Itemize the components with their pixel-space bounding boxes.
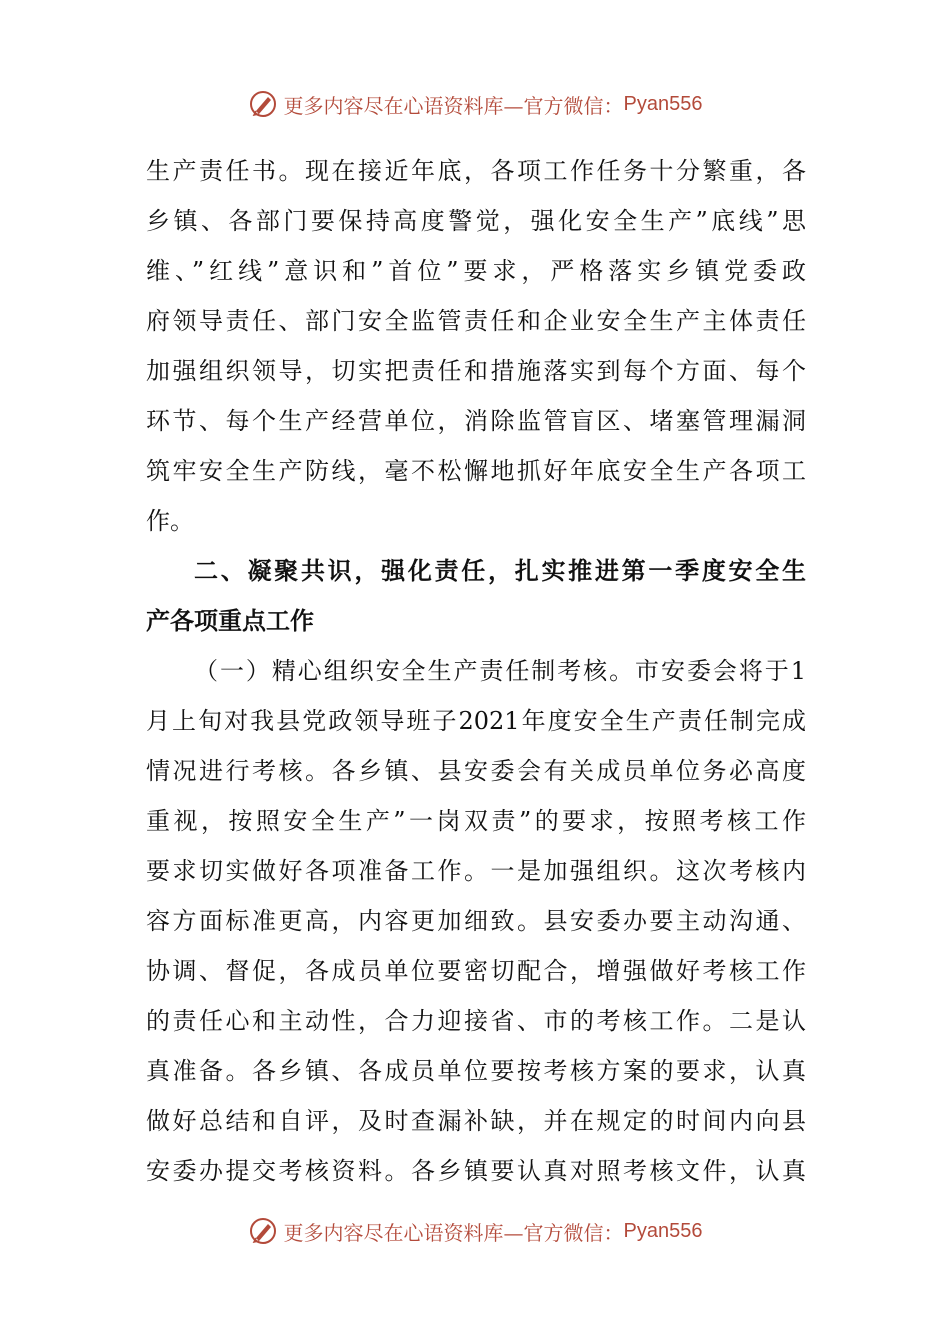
text-line: 重视，按照安全生产”一岗双责”的要求，按照考核工作 [146,807,806,835]
text-line: 要求切实做好各项准备工作。一是加强组织。这次考核内 [146,857,806,885]
text-line: 情况进行考核。各乡镇、县安委会有关成员单位务必高度 [146,757,806,785]
heading-line: 二、凝聚共识，强化责任，扎实推进第一季度安全生 [194,557,806,585]
text-line: 月上旬对我县党政领导班子2021年度安全生产责任制完成 [146,707,806,735]
text-line: 筑牢安全生产防线，毫不松懈地抓好年底安全生产各项工 [146,457,806,485]
text-line: 协调、督促，各成员单位要密切配合，增强做好考核工作 [146,957,806,985]
paragraph-2 [146,646,806,1196]
text-line: 生产责任书。现在接近年底，各项工作任务十分繁重，各 [146,157,806,185]
paragraph-1 [146,146,806,546]
watermark-id: Pyan556 [623,92,703,115]
text-line: （一）精心组织安全生产责任制考核。市安委会将于1 [194,657,806,685]
heading-line: 产各项重点工作 [146,607,314,635]
pen-logo-icon [248,89,278,119]
text-line: 容方面标准更高，内容更加细致。县安委办要主动沟通、 [146,907,806,935]
pen-logo-icon [248,1216,278,1246]
text-line: 安委办提交考核资料。各乡镇要认真对照考核文件，认真 [146,1157,806,1185]
text-line: 的责任心和主动性，合力迎接省、市的考核工作。二是认 [146,1007,806,1035]
text-line: 环节、每个生产经营单位，消除监管盲区、堵塞管理漏洞 [146,407,806,435]
text-line: 作。 [146,507,194,535]
watermark-text: 更多内容尽在心语资料库—官方微信： [283,93,624,118]
text-line: 维、”红线”意识和”首位”要求，严格落实乡镇党委政 [146,257,806,285]
text-line: 府领导责任、部门安全监管责任和企业安全生产主体责任 [146,307,806,335]
watermark-id: Pyan556 [623,1219,703,1242]
text-line: 乡镇、各部门要保持高度警觉，强化安全生产”底线”思 [146,207,806,235]
watermark-footer [0,1211,950,1251]
watermark-header [0,84,950,124]
text-line: 加强组织领导，切实把责任和措施落实到每个方面、每个 [146,357,806,385]
text-line: 做好总结和自评，及时查漏补缺，并在规定的时间内向县 [146,1107,806,1135]
document-body [146,146,806,1196]
text-line: 真准备。各乡镇、各成员单位要按考核方案的要求，认真 [146,1057,806,1085]
section-heading [146,546,806,646]
watermark-text: 更多内容尽在心语资料库—官方微信： [283,1220,624,1245]
